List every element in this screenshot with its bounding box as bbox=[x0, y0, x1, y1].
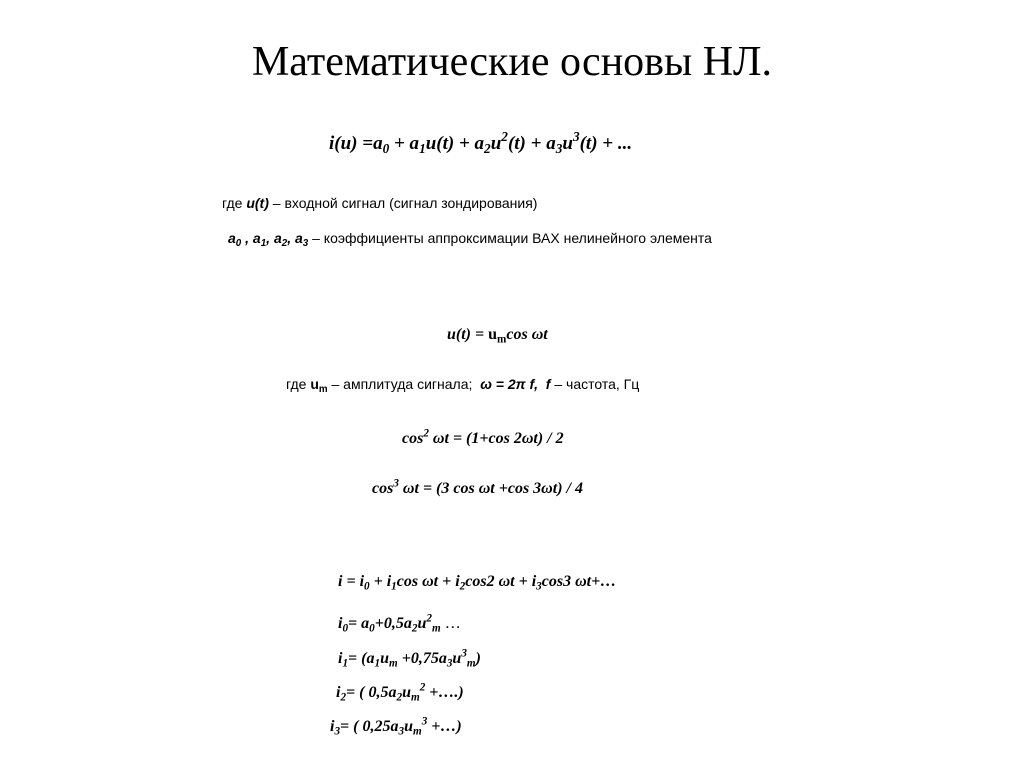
i2-formula: $i_2=$ ( $0,5a_2u_m^2$ +….) bbox=[336, 681, 464, 704]
current-harmonics-formula: $i = i_0 + i_1\cos$ $\omega t + i_2\cos 2$ $\omega t + i_3\cos 3$ ωt+… bbox=[338, 573, 617, 593]
nonlinear-current-series-formula bbox=[329, 129, 633, 156]
i3-formula: $i_3=$ ( $0,25a_3u_m^3$ +…) bbox=[330, 715, 462, 738]
signal-formula: $u(t) = u_m\cos$ ωt bbox=[447, 326, 548, 346]
cos-squared-identity: $\cos^2 \omega t = (1+\cos$ 2ωt) / 2 bbox=[402, 427, 564, 447]
input-signal-description: где u(t) – входной сигнал (сигнал зондирования) bbox=[222, 195, 538, 211]
amplitude-description: где $u_m$ – амплитуда сигнала; ω = 2π f, f – частота, Гц bbox=[286, 376, 640, 395]
slide-title: Математические основы НЛ. bbox=[251, 39, 773, 85]
cos-cubed-identity: $\cos^3 \omega t = (3$ cos ωt +cos 3ωt) / 4 bbox=[372, 477, 583, 497]
formula-text: $i(u) =a_0 + a_1u(t) + a_2u^2(t) + a_3u^3(t)$ + ... bbox=[329, 129, 633, 156]
i1-formula: $i_1= (a_1u_m +0,75a_3u^3_m)$ bbox=[338, 647, 481, 670]
i0-formula: $i_0= a_0+0,5a_2u^2_m$ … bbox=[338, 612, 461, 635]
coefficients-description: $a_0$ , $a_1$, $a_2$, $a_3$ – коэффициенты аппроксимации ВАХ нелинейного элемента bbox=[228, 230, 712, 249]
